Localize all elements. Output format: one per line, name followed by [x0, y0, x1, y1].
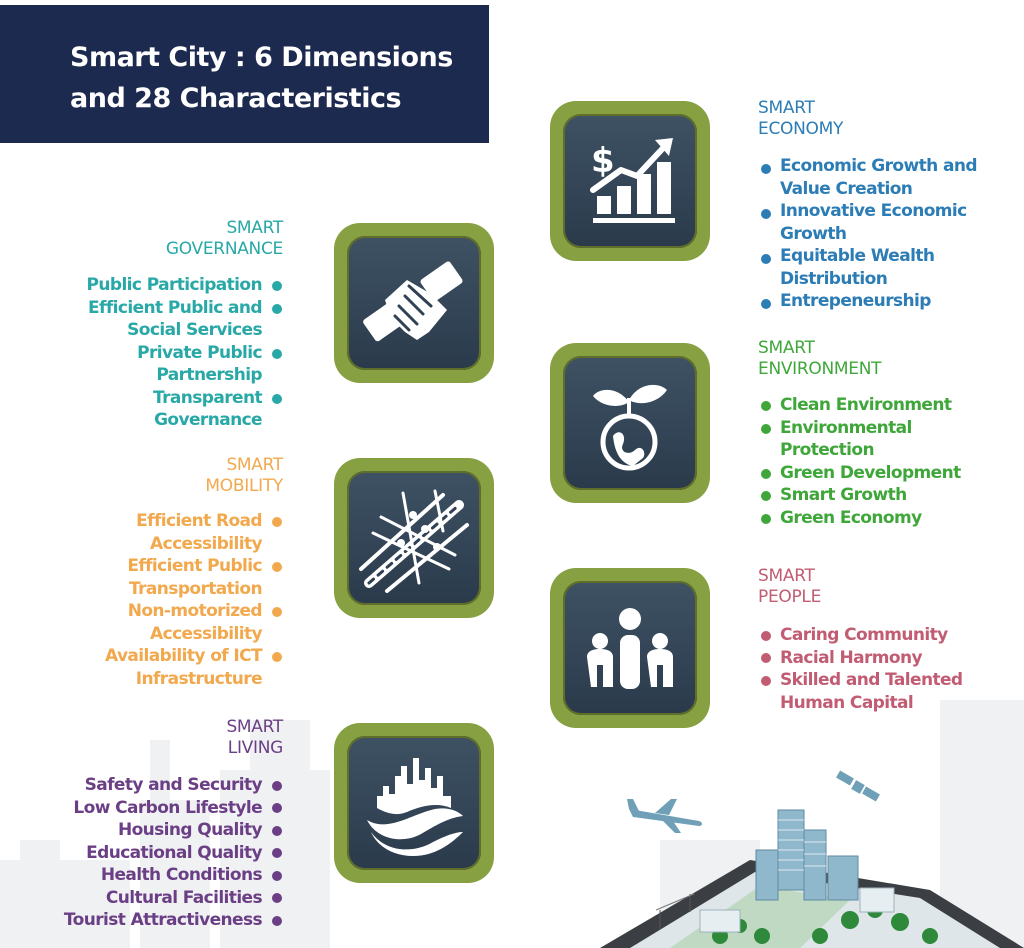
bullet-dot [272, 394, 282, 404]
list-item-cont: Protection [780, 440, 874, 460]
bullet-dot [272, 304, 282, 314]
bullet-dot [272, 562, 282, 572]
list-item: Skilled and Talented [780, 670, 963, 690]
list-item: Non-motorized [127, 601, 262, 621]
list-item: Clean Environment [780, 395, 952, 415]
governance-icon-box [334, 223, 494, 383]
list-item: Innovative Economic [780, 201, 967, 221]
bullet-dot [761, 209, 771, 219]
plant-globe-icon [563, 356, 697, 490]
list-item: Availability of ICT [105, 646, 262, 666]
people-title-line2: PEOPLE [758, 587, 822, 607]
environment-title-line2: ENVIRONMENT [758, 359, 882, 379]
people-group-icon [563, 581, 697, 715]
bullet-dot [761, 401, 771, 411]
people-title-line1: SMART [758, 566, 815, 586]
page-title-line2: and 28 Characteristics [70, 83, 402, 114]
list-item: Low Carbon Lifestyle [73, 797, 262, 818]
list-item: Efficient Road [136, 511, 262, 531]
economy-title-line2: ECONOMY [758, 119, 844, 139]
list-item: Efficient Public and [88, 297, 262, 318]
bullet-dot [272, 803, 282, 813]
list-item: Public Participation [86, 275, 262, 295]
bullet-dot [761, 653, 771, 663]
list-item-cont: Governance [154, 410, 262, 430]
list-item: Equitable Wealth [780, 246, 935, 266]
bullet-dot [761, 676, 771, 686]
list-item-cont: Social Services [127, 320, 262, 340]
list-item-cont: Distribution [780, 268, 888, 289]
list-item: Health Conditions [100, 865, 262, 885]
list-item-cont: Growth [780, 223, 847, 244]
bullet-dot [272, 916, 282, 926]
list-item-cont: Human Capital [780, 692, 914, 713]
people-title [758, 566, 958, 608]
bullet-dot [272, 517, 282, 527]
list-item: Transparent [153, 387, 262, 408]
environment-list [780, 394, 1020, 529]
list-item: Tourist Attractiveness [63, 910, 262, 930]
living-title-line2: LIVING [227, 738, 283, 758]
city-illustration [600, 760, 1024, 948]
economy-icon-box [550, 101, 710, 261]
bullet-dot [272, 652, 282, 662]
list-item: Smart Growth [780, 485, 907, 505]
list-item-cont: Transportation [129, 578, 262, 599]
list-item: Environmental [780, 417, 912, 438]
economy-list [780, 155, 1020, 313]
list-item: Entrepeneurship [780, 291, 931, 311]
list-item: Housing Quality [117, 820, 262, 840]
mobility-icon-box [334, 458, 494, 618]
bullet-dot [761, 299, 771, 309]
list-item: Efficient Public [127, 556, 262, 576]
bullet-dot [761, 469, 771, 479]
governance-title-line1: SMART [226, 218, 283, 238]
svg-text:$: $ [591, 141, 615, 181]
environment-icon-box [550, 343, 710, 503]
list-item-cont: Accessibility [150, 533, 262, 554]
city-wave-icon [347, 736, 481, 870]
bullet-dot [272, 826, 282, 836]
handshake-icon [347, 236, 481, 370]
mobility-title [100, 455, 283, 497]
mobility-title-line2: MOBILITY [205, 476, 283, 496]
bullet-dot [272, 871, 282, 881]
bullet-dot [761, 424, 771, 434]
bullet-dot [272, 349, 282, 359]
title-banner [0, 5, 489, 143]
governance-list [40, 274, 262, 432]
list-item: Green Development [780, 462, 961, 483]
list-item-cont: Accessibility [150, 623, 262, 644]
living-icon-box [334, 723, 494, 883]
living-list [20, 774, 262, 932]
list-item: Private Public [137, 342, 262, 363]
bullet-dot [761, 631, 771, 641]
bullet-dot [761, 254, 771, 264]
list-item-cont: Partnership [156, 365, 262, 385]
bullet-dot [272, 781, 282, 791]
mobility-list [40, 510, 262, 690]
list-item-cont: Value Creation [780, 178, 913, 199]
dollar-growth-chart-icon [563, 114, 697, 248]
bullet-dot [761, 514, 771, 524]
list-item: Educational Quality [86, 842, 262, 863]
bullet-dot [761, 164, 771, 174]
list-item: Economic Growth and [780, 156, 977, 176]
road-network-icon [347, 471, 481, 605]
mobility-title-line1: SMART [226, 455, 283, 475]
environment-title-line1: SMART [758, 338, 815, 358]
bullet-dot [272, 281, 282, 291]
economy-title-line1: SMART [758, 98, 815, 118]
list-item: Green Economy [780, 507, 922, 528]
list-item: Racial Harmony [780, 647, 922, 668]
people-list [780, 624, 1020, 714]
bullet-dot [272, 848, 282, 858]
living-title-line1: SMART [226, 717, 283, 737]
people-icon-box [550, 568, 710, 728]
bullet-dot [272, 893, 282, 903]
bullet-dot [761, 491, 771, 501]
governance-title [100, 218, 283, 260]
bullet-dot [272, 607, 282, 617]
list-item: Cultural Facilities [105, 887, 262, 908]
environment-title [758, 338, 978, 380]
governance-title-line2: GOVERNANCE [165, 239, 283, 259]
living-title [100, 717, 283, 759]
page-title-line1: Smart City : 6 Dimensions [70, 42, 453, 73]
list-item: Safety and Security [84, 775, 262, 795]
list-item: Caring Community [780, 625, 948, 645]
list-item-cont: Infrastructure [135, 668, 262, 689]
economy-title [758, 98, 958, 140]
